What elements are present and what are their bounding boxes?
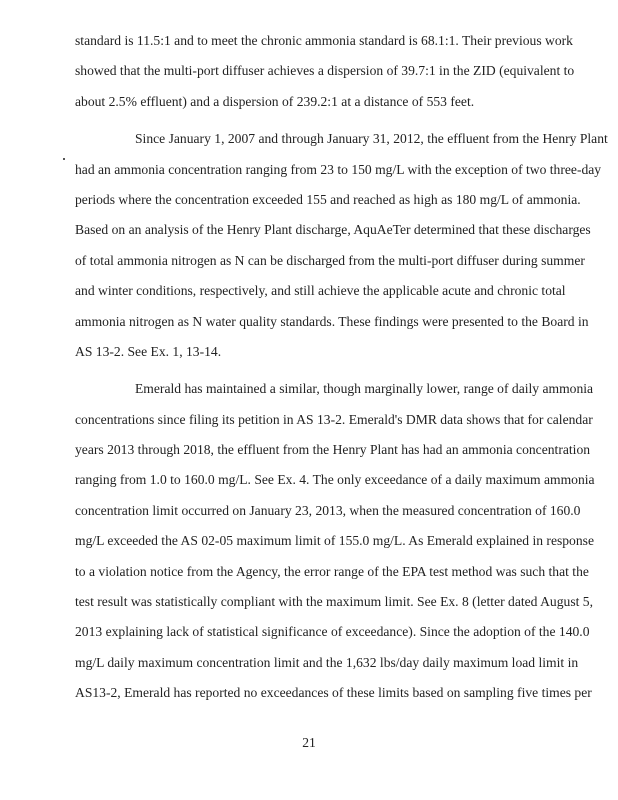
text-line: Since January 1, 2007 and through January 31, 2012, the effluent from the Henry Plant [135, 131, 608, 147]
text-line: showed that the multi-port diffuser achieves a dispersion of 39.7:1 in the ZID (equivalent to [75, 63, 575, 79]
text-line: of total ammonia nitrogen as N can be discharged from the multi-port diffuser during summer [75, 252, 585, 268]
text-line: concentrations since filing its petition in AS 13-2. Emerald's DMR data shows that for calendar [75, 411, 593, 427]
scan-speck [63, 158, 65, 160]
text-line: had an ammonia concentration ranging from 23 to 150 mg/L with the exception of two three-day [75, 161, 602, 177]
text-line: and winter conditions, respectively, and still achieve the applicable acute and chronic total [75, 283, 566, 299]
paragraph-2 [75, 124, 608, 367]
text-line: test result was statistically compliant with the maximum limit. See Ex. 8 (letter dated August 5, [75, 594, 593, 610]
text-line: concentration limit occurred on January 23, 2013, when the measured concentration of 160.0 [75, 502, 581, 518]
text-line: 2013 explaining lack of statistical significance of exceedance). Since the adoption of the 140.0 [75, 624, 590, 640]
text-line: to a violation notice from the Agency, the error range of the EPA test method was such that the [75, 563, 589, 579]
paragraph-1 [75, 26, 575, 117]
text-line: mg/L daily maximum concentration limit and the 1,632 lbs/day daily maximum load limit in [75, 654, 579, 670]
text-line: ammonia nitrogen as N water quality standards. These findings were presented to the Board in [75, 313, 589, 329]
paragraph-3 [75, 374, 595, 708]
text-line: years 2013 through 2018, the effluent from the Henry Plant has had an ammonia concentration [75, 442, 591, 458]
text-line: mg/L exceeded the AS 02-05 maximum limit of 155.0 mg/L. As Emerald explained in response [75, 533, 594, 549]
text-line: Based on an analysis of the Henry Plant discharge, AquAeTer determined that these discharges [75, 222, 591, 238]
text-line: standard is 11.5:1 and to meet the chronic ammonia standard is 68.1:1. Their previous work [75, 33, 573, 48]
text-line: Emerald has maintained a similar, though marginally lower, range of daily ammonia [135, 381, 594, 397]
text-line: ranging from 1.0 to 160.0 mg/L. See Ex. 4. The only exceedance of a daily maximum ammonia [75, 472, 595, 488]
text-line: AS13-2, Emerald has reported no exceedances of these limits based on sampling five times per [75, 685, 592, 701]
text-line: about 2.5% effluent) and a dispersion of 239.2:1 at a distance of 553 feet. [75, 93, 475, 109]
page-number: 21 [302, 735, 316, 750]
document-body [75, 26, 608, 716]
text-line: periods where the concentration exceeded 155 and reached as high as 180 mg/L of ammonia. [75, 191, 581, 207]
text-line: AS 13-2. See Ex. 1, 13-14. [75, 343, 222, 359]
